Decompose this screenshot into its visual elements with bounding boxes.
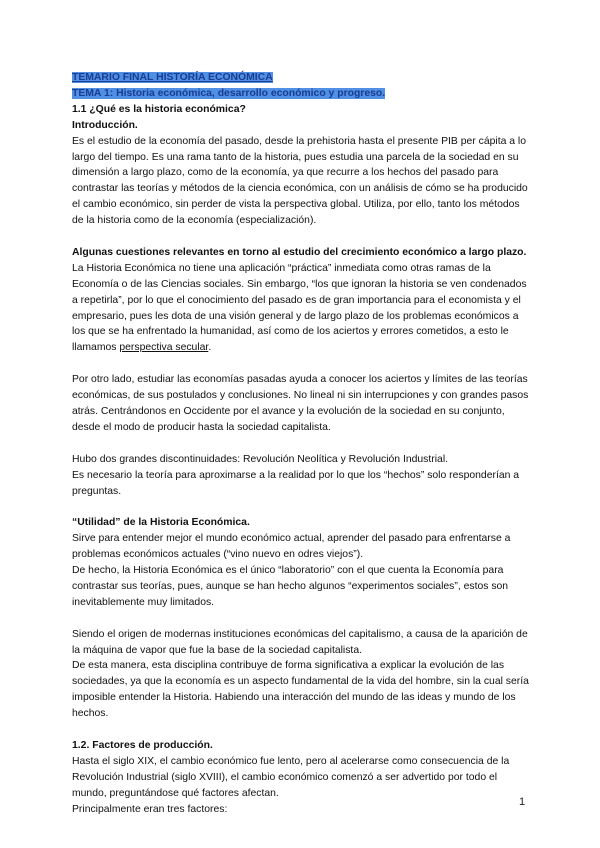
- perspectiva-secular-link: perspectiva secular: [119, 342, 209, 354]
- spacer: [72, 499, 532, 515]
- cuestiones-paragraph-1: La Historia Económica no tiene una aplicación “práctica” inmediata como otras ramas de la Economía o de las Ciencias sociales. Sin embargo, “los que ignoran la historia se ven condenados a repetirla”, por lo que el conocimiento del pasado es de gran importancia para el economista y el empresario, pues les dota de una visión general y de largo plazo de los problemas económicos a los que se ha enfrentado la humanidad, así como de los aciertos y errores cometidos, a esto le llamamos perspectiva secular.: [72, 262, 527, 354]
- spacer: [72, 611, 532, 627]
- cuestiones-heading: Algunas cuestiones relevantes en torno al estudio del crecimiento económico a largo plazo.: [72, 246, 527, 258]
- document-body: [72, 70, 532, 818]
- spacer: [72, 356, 532, 372]
- cuestiones-paragraph-4: Es necesario la teoría para aproximarse a la realidad por lo que los “hechos” solo responderían a preguntas.: [72, 469, 520, 497]
- tema-heading: TEMA 1: Historia económica, desarrollo económico y progreso.: [72, 87, 386, 99]
- factores-paragraph-2: Principalmente eran tres factores:: [72, 803, 228, 815]
- spacer: [72, 436, 532, 452]
- utilidad-paragraph-3: Siendo el origen de modernas instituciones económicas del capitalismo, a causa de la aparición de la máquina de vapor que fue la base de la sociedad capitalista.: [72, 628, 528, 656]
- utilidad-heading: “Utilidad” de la Historia Económica.: [72, 517, 250, 529]
- page-number: 1: [519, 796, 526, 808]
- utilidad-paragraph-1: Sirve para entender mejor el mundo económico actual, aprender del pasado para enfrentarse a problemas económicos actuales (“vino nuevo en odres viejos”).: [72, 533, 511, 561]
- cuestiones-paragraph-3: Hubo dos grandes discontinuidades: Revolución Neolítica y Revolución Industrial.: [72, 453, 449, 465]
- intro-subheading: Introducción.: [72, 119, 138, 131]
- utilidad-paragraph-4: De esta manera, esta disciplina contribuye de forma significativa a explicar la evolución de las sociedades, ya que la economía es un aspecto fundamental de la vida del hombre, sin la cual sería imposible entender la Historia. Habiendo una interacción del mundo de las ideas y mundo de los hechos.: [72, 660, 529, 720]
- factores-paragraph-1: Hasta el siglo XIX, el cambio económico fue lento, pero al acelerarse como consecuencia de la Revolución Industrial (siglo XVIII), el cambio económico comenzó a ser advertido por todo el mundo, preguntándose qué factores afectan.: [72, 755, 510, 799]
- section-1-2-heading: 1.2. Factores de producción.: [72, 739, 213, 751]
- spacer: [72, 229, 532, 245]
- cuestiones-paragraph-2: Por otro lado, estudiar las economías pasadas ayuda a conocer los aciertos y límites de las teorías económicas, de sus postulados y conclusiones. No lineal ni sin interrupciones y con grandes pasos atrás. Centrándonos en Occidente por el avance y la evolución de la sociedad en su conjunto, desde el modo de producir hasta la sociedad capitalista.: [72, 374, 529, 433]
- utilidad-paragraph-2: De hecho, la Historia Económica es el único “laboratorio” con el que cuenta la Economía para contrastar sus teorías, pues, aunque se han hecho algunos “experimentos sociales”, estos son inevitablemente muy limitados.: [72, 565, 509, 608]
- document-title: TEMARIO FINAL HISTORÍA ECONÓMICA: [72, 72, 273, 83]
- intro-paragraph: Es el estudio de la economía del pasado, desde la prehistoria hasta el presente PIB per cápita a lo largo del tiempo. Es una rama tanto de la historia, pues estudia una parcela de la sociedad en su dimensión a largo plazo, como de la economía, ya que recurre a los hechos del pasado para contrastar las teorías y métodos de la ciencia económica, con un análisis de cómo se ha producido el cambio económico, sin perder de vista la perspectiva global. Utiliza, por ello, tanto los métodos de la historia como de la economía (especialización).: [72, 135, 528, 227]
- section-1-1-heading: 1.1 ¿Qué es la historia económica?: [72, 103, 246, 115]
- spacer: [72, 722, 532, 738]
